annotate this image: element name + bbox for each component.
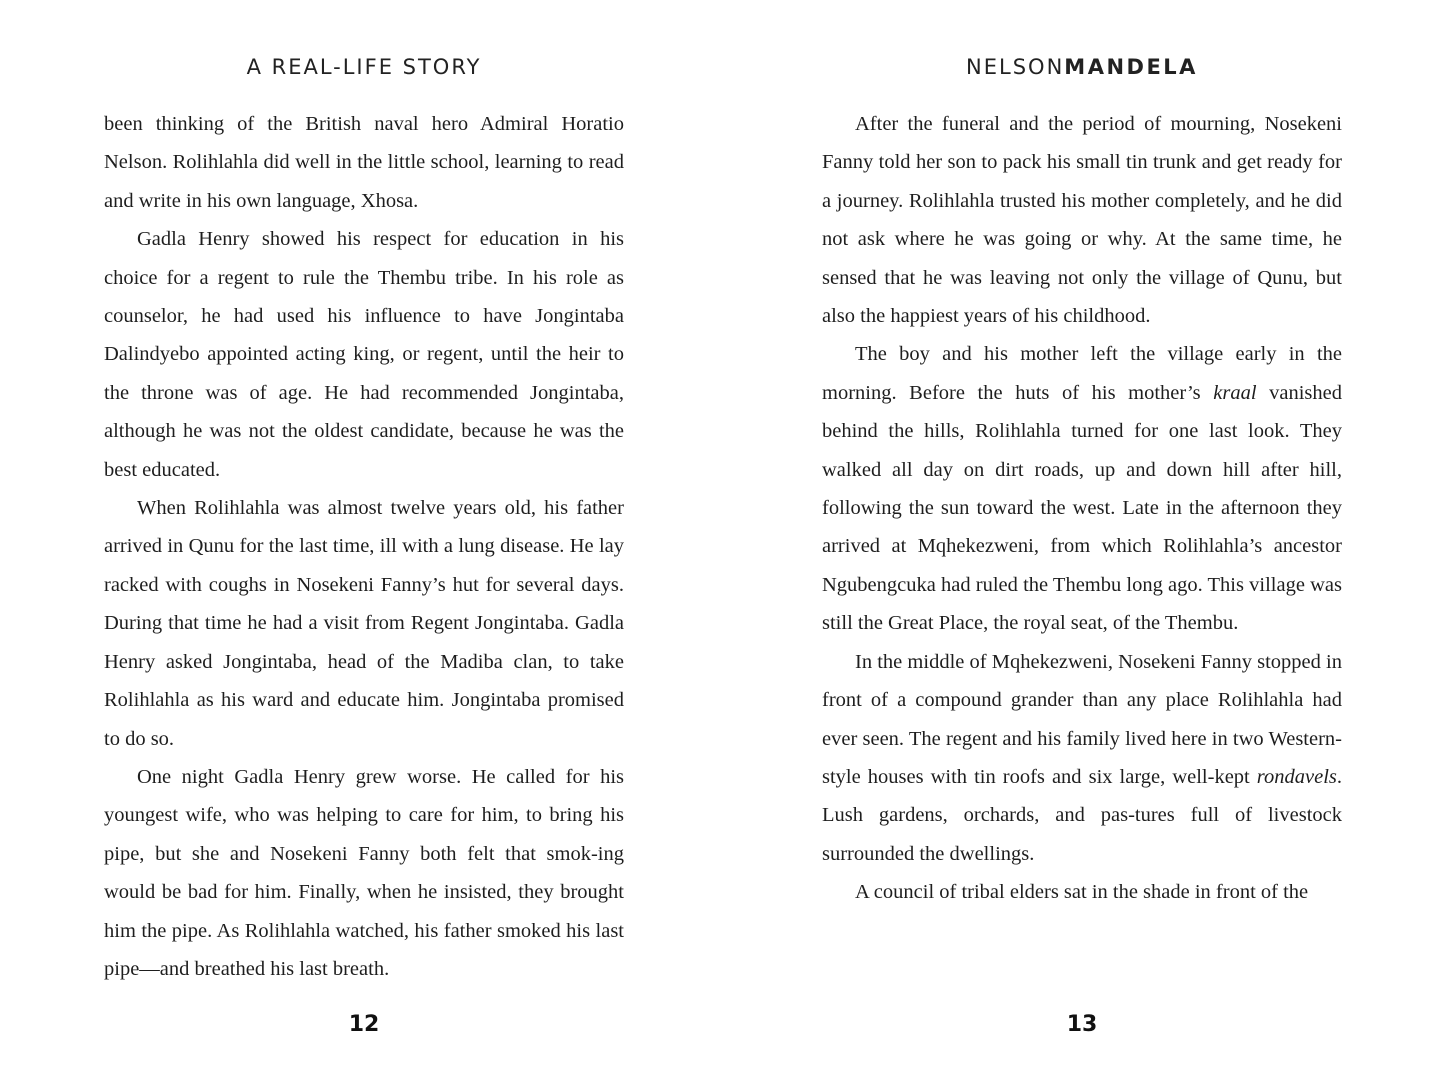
left-page [104, 0, 624, 1083]
text-run: . Lush gardens, orchards, and pas-tures full of livestock surrounded the dwellings. [822, 765, 1342, 865]
running-head-first-name: NELSON [966, 55, 1065, 79]
paragraph: been thinking of the British naval hero Admiral Horatio Nelson. Rolihlahla did well in the little school, learning to read and write in his own language, Xhosa. [104, 113, 624, 212]
text-run: vanished behind the hills, Rolihlahla turned for one last look. They walked all day on dirt roads, up and down hill after hill, following the sun toward the west. Late in the afternoon they arrived at Mqhekezweni, from which Rolihlahla’s ancestor Ngubengcuka had ruled the Thembu long ago. This village was still the Great Place, the royal seat, of the Thembu. [822, 381, 1342, 635]
page-number-left: 12 [348, 1012, 380, 1037]
paragraph [822, 643, 1342, 873]
paragraph: Gadla Henry showed his respect for education in his choice for a regent to rule the Thembu tribe. In his role as counselor, he had used his influence to have Jongintaba Dalindyebo appointed acting king, or regent, until the heir to the throne was of age. He had recommended Jongintaba, although he was not the oldest candidate, because he was the best educated. [104, 228, 624, 481]
paragraph: A council of tribal elders sat in the shade in front of the [855, 881, 1309, 904]
right-page-body [822, 105, 1342, 912]
left-page-body [104, 105, 624, 988]
running-head-last-name: MANDELA [1064, 55, 1198, 79]
paragraph [822, 335, 1342, 642]
right-page [822, 0, 1342, 1083]
paragraph: One night Gadla Henry grew worse. He called for his youngest wife, who was helping to care for him, to bring his pipe, but she and Nosekeni Fanny both felt that smok-ing would be bad for him. Finally, when he insisted, they brought him the pipe. As Rolihlahla watched, his father smoked his last pipe—and breathed his last breath. [104, 765, 624, 980]
paragraph: When Rolihlahla was almost twelve years old, his father arrived in Qunu for the last time, ill with a lung disease. He lay racked with coughs in Nosekeni Fanny’s hut for several days. During that time he had a visit from Regent Jongintaba. Gadla Henry asked Jongintaba, head of the Madiba clan, to take Rolihlahla as his ward and educate him. Jongintaba promised to do so. [104, 497, 624, 750]
italic-term: rondavels [1256, 765, 1337, 788]
page-number-right: 13 [1066, 1012, 1098, 1037]
text-run: In the middle of Mqhekezweni, Nosekeni Fanny stopped in front of a compound grander than any place Rolihlahla had ever seen. The regent and his family lived here in two Western-style houses with tin roofs and six large, well-kept [822, 650, 1342, 788]
text-run: The boy and his mother left the village early in the morning. Before the huts of his mother’s [822, 343, 1342, 404]
running-head-right [822, 50, 1342, 84]
running-head-left: A REAL-LIFE STORY [246, 55, 482, 79]
italic-term: kraal [1213, 381, 1257, 404]
paragraph: After the funeral and the period of mourning, Nosekeni Fanny told her son to pack his small tin trunk and get ready for a journey. Rolihlahla trusted his mother completely, and he did not ask where he was going or why. At the same time, he sensed that he was leaving not only the village of Qunu, but also the happiest years of his childhood. [822, 113, 1342, 328]
